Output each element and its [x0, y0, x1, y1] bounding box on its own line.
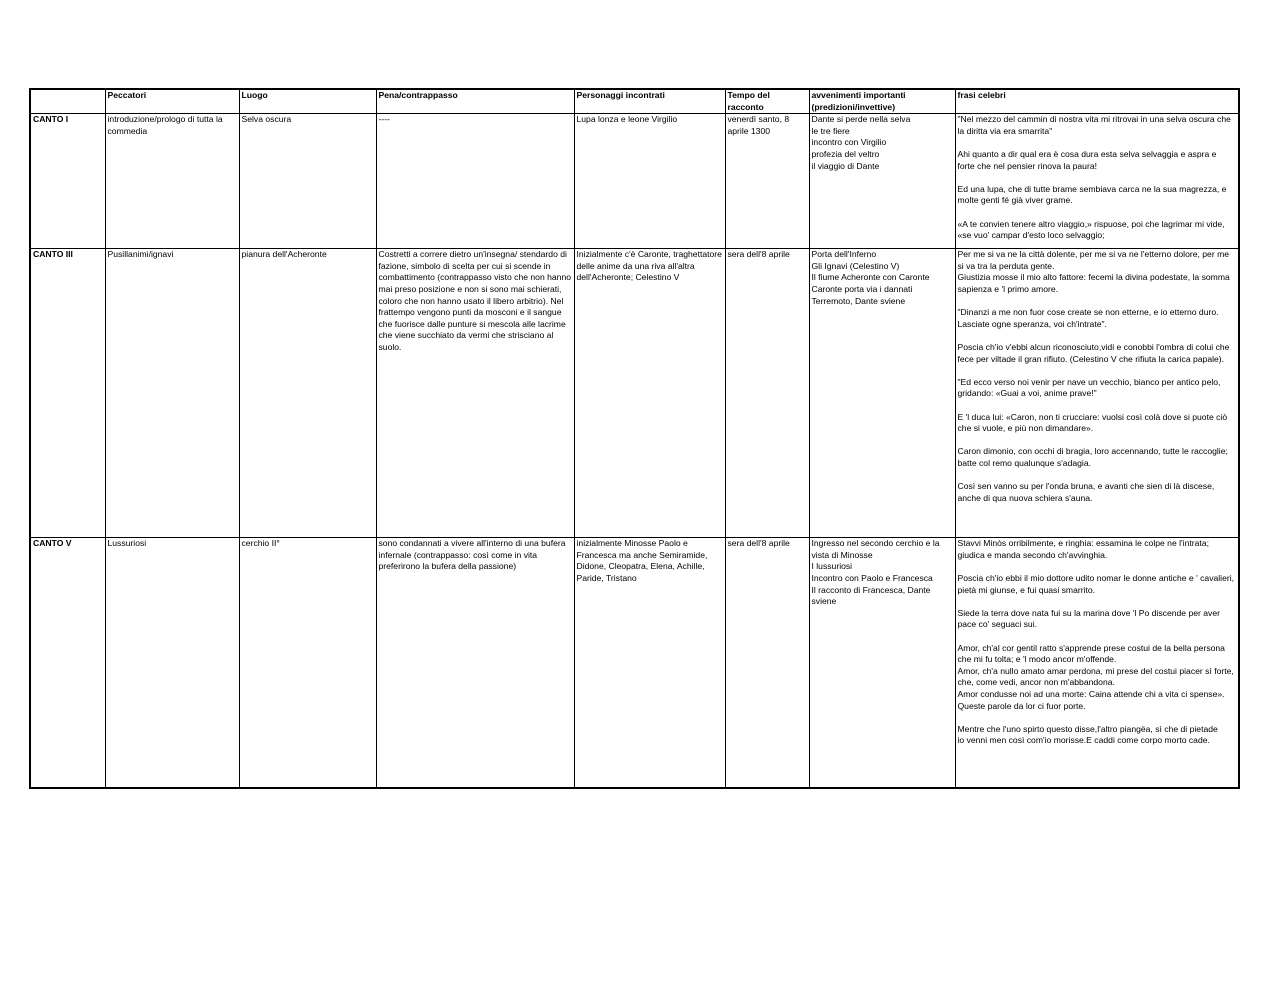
paragraph-gap	[958, 561, 1237, 573]
table-row	[30, 249, 1239, 538]
cell-line: Il racconto di Francesca, Dante sviene	[811, 584, 931, 607]
header-tempo: Tempo del racconto	[725, 89, 809, 114]
paragraph-gap	[958, 596, 1237, 608]
cell-line: profezia del veltro	[811, 148, 880, 159]
cell-line: Mentre che l'uno spirto questo disse,l'altro piangëa, sì che di pietade	[957, 723, 1218, 734]
personaggi-cell: Lupa lonza e leone Virgilio	[574, 114, 725, 249]
personaggi-cell: inizialmente Minosse Paolo e Francesca ma anche Semiramide, Didone, Cleopatra, Elena, Achille, Paride, Tristano	[574, 538, 725, 789]
paragraph-gap	[958, 365, 1237, 377]
cell-line: E 'l duca lui: «Caron, non ti crucciare: vuolsi così colà dove si puote ciò che si vuole, e più non dimandare».	[957, 411, 1228, 434]
cell-line: Caron dimonio, con occhi di bragia, loro accennando, tutte le raccoglie; batte col remo qualunque s'adagia.	[957, 446, 1228, 468]
cell-line: Siede la terra dove nata fui su la marina dove 'l Po discende per aver pace co' seguaci sui.	[957, 607, 1220, 630]
paragraph-gap	[958, 435, 1237, 447]
header-luogo: Luogo	[239, 89, 376, 114]
cell-line: Amor condusse noi ad una morte: Caina attende chi a vita ci spense». Queste parole da lor ci fuor porte.	[957, 688, 1225, 711]
canto-cell: CANTO III	[30, 249, 105, 538]
cell-line: io venni men così com'io morisse.E caddi come corpo morto cade.	[957, 735, 1210, 746]
cell-line: Poscia ch'io v'ebbi alcun riconosciuto,vidi e conobbi l'ombra di colui che fece per viltade il gran rifiuto. (Celestino V che rifiuta la carica papale).	[957, 341, 1230, 364]
pena-cell: sono condannati a vivere all'interno di una bufera infernale (contrappasso: così come in vita preferirono la bufera della passione)	[376, 538, 574, 789]
cell-line: Per me si va ne la città dolente, per me si va ne l'etterno dolore, per me si va tra la perduta gente.	[957, 249, 1230, 271]
cell-line: Amor, ch'a nullo amato amar perdona, mi prese del costui piacer sì forte, che, come vedi, ancor non m'abbandona.	[957, 665, 1234, 688]
cell-line: "Nel mezzo del cammin di nostra vita mi ritrovai in una selva oscura che la diritta via era smarrita"	[957, 114, 1231, 136]
paragraph-gap	[958, 712, 1237, 724]
cell-line: I lussuriosi	[811, 561, 853, 572]
cell-line: Ingresso nel secondo cerchio e la vista di Minosse	[811, 538, 940, 560]
cell-line: Ahi quanto a dir qual era è cosa dura esta selva selvaggia e aspra e forte che nel pensier rinova la paura!	[957, 148, 1217, 171]
cell-line: Così sen vanno su per l'onda bruna, e avanti che sien di là discese, anche di qua nuova schiera s'auna.	[957, 481, 1215, 503]
table-row	[30, 114, 1239, 249]
luogo-cell: cerchio II°	[239, 538, 376, 789]
avvenimenti-cell	[809, 538, 955, 789]
tempo-cell: sera dell'8 aprile	[725, 249, 809, 538]
cell-line: il viaggio di Dante	[811, 160, 880, 171]
luogo-cell: Selva oscura	[239, 114, 376, 249]
avvenimenti-cell	[809, 249, 955, 538]
cell-line: Amor, ch'al cor gentil ratto s'apprende prese costui de la bella persona che mi fu tolta; e 'l modo ancor m'offende.	[957, 642, 1225, 665]
header-empty	[30, 89, 105, 114]
tempo-cell: venerdì santo, 8 aprile 1300	[725, 114, 809, 249]
paragraph-gap	[958, 137, 1237, 149]
frasi-cell	[955, 114, 1239, 249]
cell-line: "Dinanzi a me non fuor cose create se non etterne, e io etterno duro. Lasciate ogne speranza, voi ch'intrate".	[957, 307, 1219, 329]
cell-line: Giustizia mosse il mio alto fattore: fecemi la divina podestate, la somma sapienza e 'l primo amore.	[957, 272, 1230, 294]
header-avvenimenti: avvenimenti importanti (predizioni/invettive)	[809, 89, 955, 114]
cell-line: Il fiume Acheronte con Caronte	[811, 272, 930, 283]
paragraph-gap	[958, 469, 1237, 481]
header-pena: Pena/contrappasso	[376, 89, 574, 114]
header-row	[30, 89, 1239, 114]
cell-line: Dante si perde nella selva	[811, 114, 911, 125]
header-personaggi: Personaggi incontrati	[574, 89, 725, 114]
cell-line: "Ed ecco verso noi venir per nave un vecchio, bianco per antico pelo, gridando: «Guai a voi, anime prave!"	[957, 376, 1221, 399]
cell-line: le tre fiere	[811, 125, 850, 136]
cell-line: «A te convien tenere altro viaggio,» rispuose, poi che lagrimar mi vide, «se vuo' campar d'esto loco selvaggio;	[957, 218, 1225, 241]
luogo-cell: pianura dell'Acheronte	[239, 249, 376, 538]
cell-line: Terremoto, Dante sviene	[811, 295, 906, 306]
cell-line: Incontro con Paolo e Francesca	[811, 572, 933, 583]
cell-line: Stavvi Minòs orribilmente, e ringhia: essamina le colpe ne l'intrata; giudica e manda secondo ch'avvinghia.	[957, 538, 1209, 560]
header-frasi: frasi celebri	[955, 89, 1239, 114]
peccatori-cell: Lussuriosi	[105, 538, 239, 789]
cell-line: Poscia ch'io ebbi il mio dottore udito nomar le donne antiche e ' cavalieri, pietà mi giunse, e fui quasi smarrito.	[957, 572, 1235, 595]
cell-line: Caronte porta via i dannati	[811, 283, 913, 294]
avvenimenti-cell	[809, 114, 955, 249]
canto-cell: CANTO I	[30, 114, 105, 249]
cell-line: Porta dell'Inferno	[811, 249, 877, 260]
peccatori-cell: introduzione/prologo di tutta la commedia	[105, 114, 239, 249]
tempo-cell: sera dell'8 aprile	[725, 538, 809, 789]
frasi-cell	[955, 249, 1239, 538]
pena-cell: Costretti a correre dietro un'insegna/ stendardo di fazione, simbolo di scelta per cui si scende in combattimento (contrappasso visto che non hanno mai preso posizione e non si sono mai schierati, coloro che non hanno usato il libero arbitrio). Nel frattempo vengono punti da mosconi e il sangue che fuorisce dalle punture si mescola alle lacrime che viene succhiato da vermi che strisciano al suolo.	[376, 249, 574, 538]
header-peccatori: Peccatori	[105, 89, 239, 114]
paragraph-gap	[958, 330, 1237, 342]
paragraph-gap	[958, 172, 1237, 184]
table-row	[30, 538, 1239, 789]
pena-cell: ----	[376, 114, 574, 249]
paragraph-gap	[958, 207, 1237, 219]
frasi-cell	[955, 538, 1239, 789]
paragraph-gap	[958, 400, 1237, 412]
personaggi-cell: Inizialmente c'è Caronte, traghettatore delle anime da una riva all'altra dell'Acheronte; Celestino V	[574, 249, 725, 538]
paragraph-gap	[958, 296, 1237, 308]
cell-line: Ed una lupa, che di tutte brame sembiava carca ne la sua magrezza, e molte genti fé già viver grame.	[957, 183, 1227, 206]
cell-line: Gli Ignavi (Celestino V)	[811, 260, 900, 271]
peccatori-cell: Pusillanimi/ignavi	[105, 249, 239, 538]
paragraph-gap	[958, 631, 1237, 643]
canto-cell: CANTO V	[30, 538, 105, 789]
cell-line: incontro con Virgilio	[811, 137, 887, 148]
canto-table	[29, 88, 1240, 789]
